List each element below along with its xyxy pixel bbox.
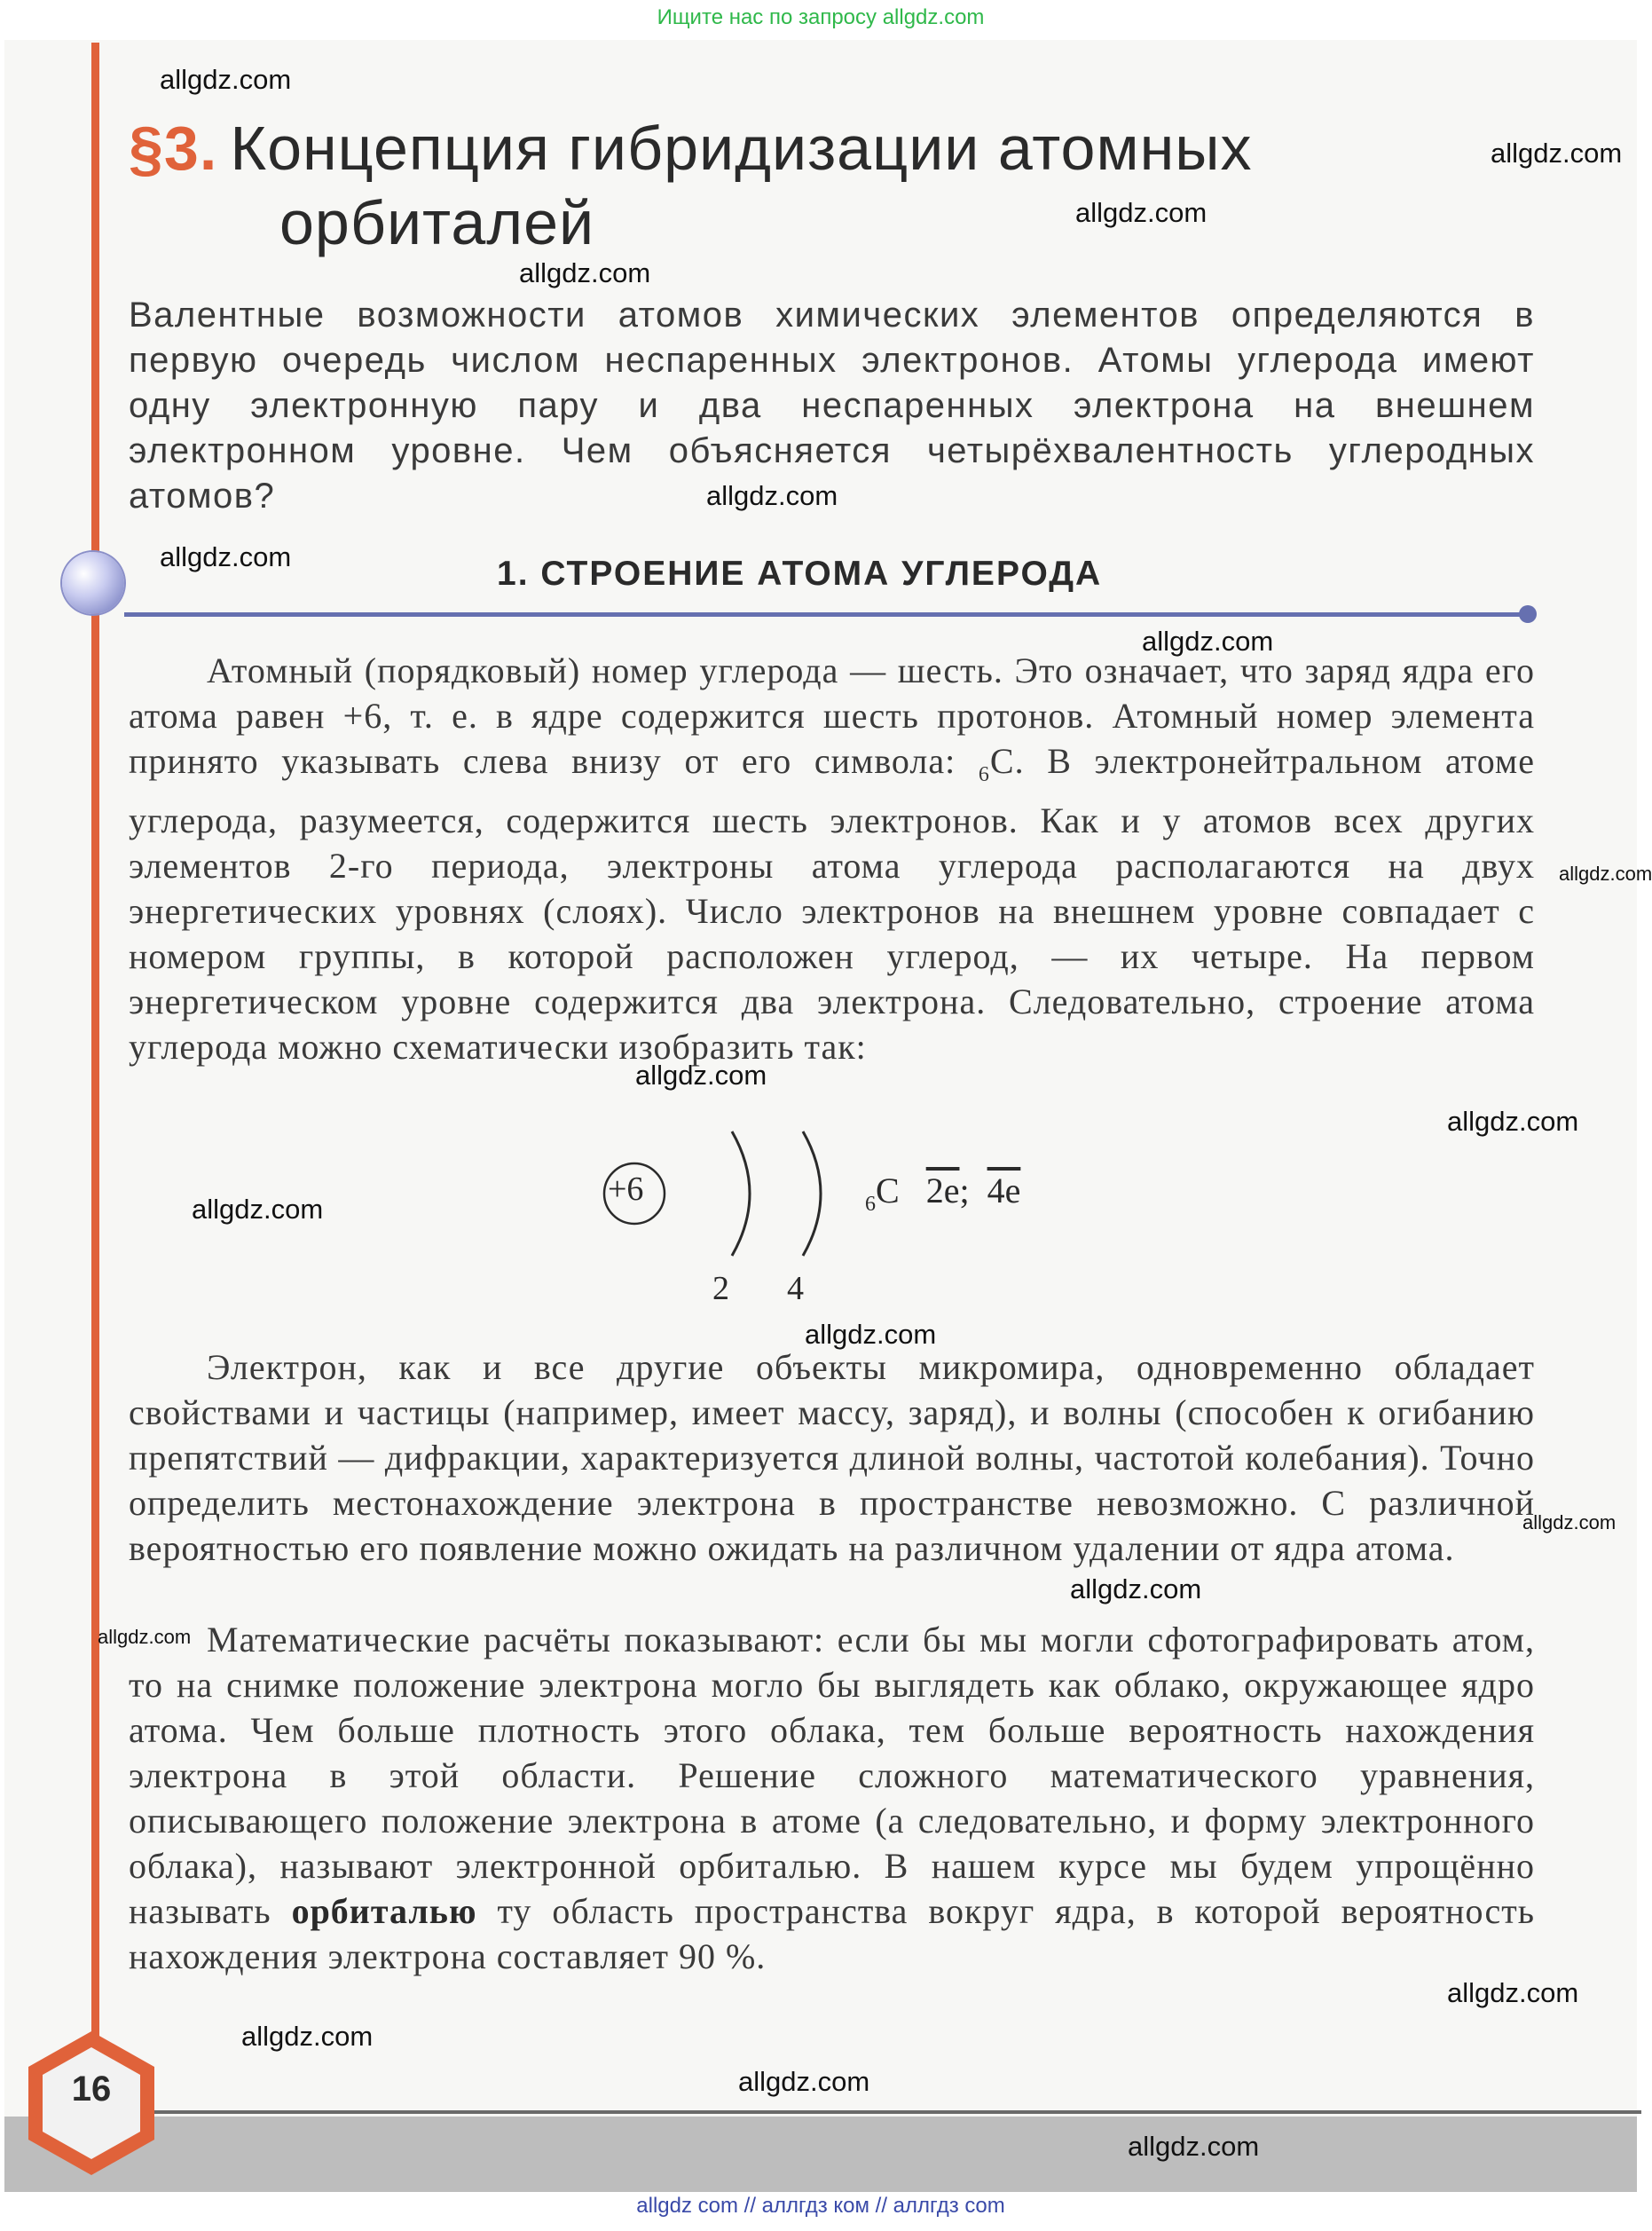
top-banner[interactable]: Ищите нас по запросу allgdz.com [657,5,985,29]
paragraph-3-part-b: ту область пространства вокруг ядра, в которой вероятность нахождения электрона составляет 90 %. [129,1891,1535,1976]
paragraph-3 [129,1617,1535,1979]
watermark: allgdz.com [98,1626,192,1648]
section-title: 1. СТРОЕНИЕ АТОМА УГЛЕРОДА [497,555,1103,593]
electron-level-2-arc [803,1131,821,1256]
section-divider [124,612,1526,617]
watermark: allgdz.com [1075,197,1208,228]
watermark: allgdz.com [1447,1977,1579,2008]
formula-e2: 4e [987,1171,1021,1210]
section-ball-icon [62,552,124,614]
watermark: allgdz.com [1142,626,1274,657]
paragraph-2-text: Электрон, как и все другие объекты микромира, одновременно обладает свойствами и частицы (например, имеет массу, заряд), и волны (способен к огибанию препятствий — дифракции, характеризуется длиной волны, частотой колебания). Точно определить местонахождение электрона в пространстве невозможно. С различной вероятностью его появление можно ожидать на различном удалении от ядра атома. [129,1347,1535,1568]
watermark: allgdz.com [1491,138,1623,169]
watermark: allgdz.com [706,480,838,511]
level-1-electrons: 2 [712,1270,729,1307]
formula-e1: 2e [925,1171,960,1210]
carbon-symbol: C [989,741,1015,781]
paragraph-1 [129,648,1535,1069]
bottom-banner[interactable]: allgdz com // аллгдз ком // аллгдз com [636,2194,1005,2218]
margin-rule [91,43,99,2115]
watermark: allgdz.com [1559,863,1652,885]
watermark: allgdz.com [160,541,292,572]
footer-rule [142,2110,1641,2114]
watermark: allgdz.com [1447,1106,1579,1137]
watermark: allgdz.com [1128,2131,1260,2162]
orbital-term: орбиталью [291,1891,477,1931]
watermark: allgdz.com [160,64,292,95]
electron-formula [865,1170,1020,1217]
paragraph-1-text [129,648,1535,1069]
title-line-1: Концепция гибридизации атомных [230,114,1253,183]
title-line-2: орбиталей [279,188,595,257]
watermark: allgdz.com [192,1194,324,1225]
paragraph-number: §3. [129,114,218,183]
formula-sub: 6 [865,1193,876,1216]
paragraph-1-part-a: Атомный (порядковый) номер углерода — шесть. Это означает, что заряд ядра его атома равен +6, т. е. в ядре содержится шесть протонов. Атомный номер элемента принято указывать слева внизу от его символа: [129,650,1535,781]
watermark: allgdz.com [241,2021,374,2052]
watermark: allgdz.com [805,1319,937,1350]
watermark: allgdz.com [738,2066,870,2097]
section-divider-dot [1519,605,1537,623]
atomic-number-sub: 6 [978,763,990,786]
level-2-electrons: 4 [787,1270,804,1307]
intro-text: Валентные возможности атомов химических элементов определяются в первую очередь числом неспаренных электронов. Атомы углерода имеют одну электронную пару и два неспаренных электрона на внешнем электронном уровне. Чем объясняется четырёхвалентность углеродных атомов? [129,296,1535,516]
watermark: allgdz.com [635,1060,767,1091]
footer-strip [4,2117,1637,2192]
paragraph-3-text [129,1617,1535,1979]
page-number: 16 [71,2069,112,2109]
page-title [129,111,1253,260]
formula-symbol: C [876,1171,900,1210]
nucleus-charge: +6 [608,1171,644,1208]
carbon-atom-scheme [594,1123,1091,1318]
watermark: allgdz.com [519,257,651,288]
watermark: allgdz.com [1522,1511,1617,1533]
paragraph-1-part-b: . В электронейтральном атоме углерода, разумеется, содержится шесть электронов. Как и у атомов всех других элементов 2-го периода, электроны атома углерода располагаются на двух энергетических уровнях (слоях). Число электронов на внешнем уровне совпадает с номером группы, в которой расположен углерод, — их четыре. На первом энергетическом уровне содержится два электрона. Следовательно, строение атома углерода можно схематически изобразить так: [129,741,1536,1067]
paragraph-2 [129,1344,1535,1571]
paragraph-3-part-a: Математические расчёты показывают: если бы мы могли сфотографировать атом, то на снимке положение электрона могло бы выглядеть как облако, окружающее ядро атома. Чем больше плотность этого облака, тем больше вероятность нахождения электрона в этой области. Решение сложного математического уравнения, описывающего положение электрона в атоме (а следовательно, и форму электронного облака), называют электронной орбиталью. В нашем курсе мы будем упрощённо называть [129,1620,1535,1931]
formula-sep: ; [959,1171,970,1210]
electron-level-1-arc [732,1131,750,1256]
watermark: allgdz.com [1070,1573,1202,1604]
